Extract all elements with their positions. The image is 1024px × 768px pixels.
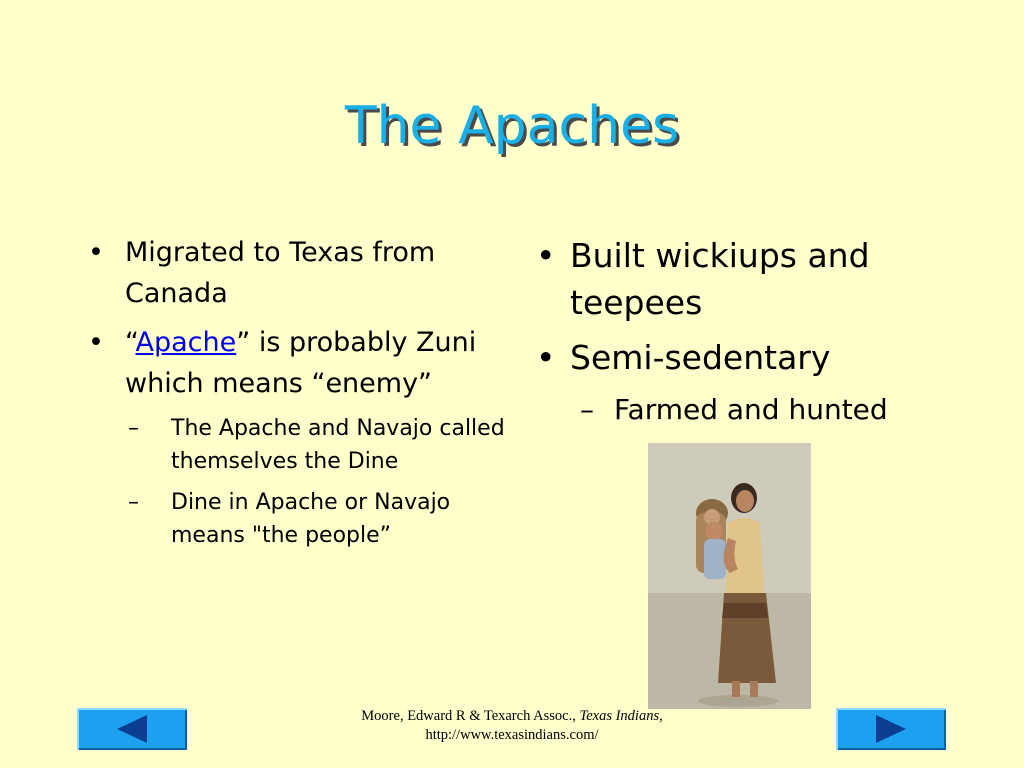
- bullet-item: [88, 232, 508, 314]
- citation-authors: Moore, Edward R & Texarch Assoc.,: [361, 708, 580, 724]
- triangle-right-icon: [874, 713, 908, 745]
- sub-bullet-item: [128, 486, 508, 552]
- bullet-text: Built wickiups and teepees: [570, 236, 870, 322]
- photo-illustration: [648, 443, 811, 709]
- dash-marker: –: [128, 490, 139, 515]
- bullet-text: Migrated to Texas from Canada: [125, 237, 436, 309]
- bullet-dot: •: [536, 338, 556, 377]
- bullet-dot: •: [88, 327, 104, 358]
- next-slide-button[interactable]: [836, 708, 946, 750]
- bullet-text-rest: ” is probably Zuni which means “enemy”: [125, 327, 477, 399]
- right-column: [536, 232, 956, 431]
- sub-bullet-text: Farmed and hunted: [614, 393, 888, 426]
- slide-title: The Apaches: [344, 96, 680, 156]
- bullet-item: [88, 322, 508, 404]
- bullet-item: [536, 334, 956, 381]
- previous-slide-button[interactable]: [77, 708, 187, 750]
- apache-women-photo: [648, 443, 811, 709]
- bullet-dot: •: [88, 237, 104, 268]
- citation-book-title: Texas Indians: [579, 708, 660, 724]
- left-column: [88, 232, 508, 560]
- citation: [340, 707, 684, 745]
- sub-bullet-text: The Apache and Navajo called themselves the Dine: [171, 416, 505, 474]
- bullet-item: [536, 232, 956, 326]
- dash-marker: –: [580, 393, 594, 426]
- sub-bullet-item: [580, 389, 956, 431]
- citation-url: , http://www.texasindians.com/: [425, 708, 663, 743]
- apache-link[interactable]: Apache: [135, 327, 237, 358]
- dash-marker: –: [128, 416, 139, 441]
- bullet-text: Semi-sedentary: [570, 338, 831, 377]
- sub-bullet-item: [128, 412, 508, 478]
- triangle-left-icon: [115, 713, 149, 745]
- sub-bullet-text: Dine in Apache or Navajo means "the people”: [171, 490, 451, 548]
- bullet-text: [125, 322, 508, 404]
- bullet-dot: •: [536, 236, 556, 275]
- open-quote: “: [125, 327, 136, 358]
